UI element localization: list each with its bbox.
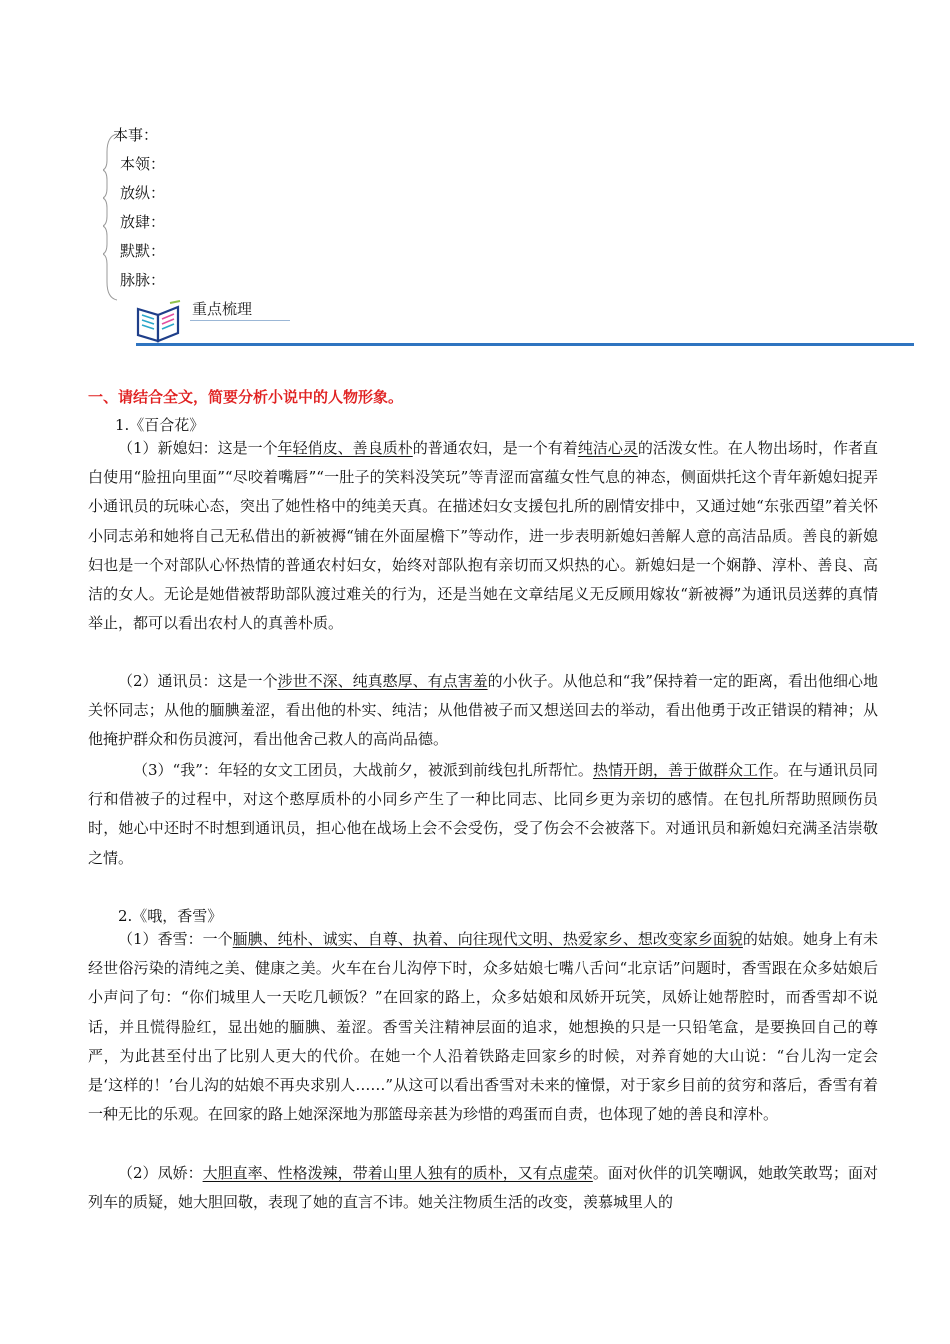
underlined-text: 涉世不深、纯真憨厚、有点害羞 xyxy=(277,672,488,690)
underlined-text: 热情开朗，善于做群众工作 xyxy=(592,761,773,779)
vocab-item: 脉脉： xyxy=(120,271,166,289)
brace-icon xyxy=(103,132,119,302)
text-run: 的活泼女性。在人物出场时，作者直白使用“脸扭向里面”“尽咬着嘴唇”“一肚子的笑料没笑玩”等青涩而富蕴女性气息的神态，侧面烘托这个青年新媳妇捉弄小通讯员的玩味心态，突出了她性格中的纯美天真。在描述妇女支援包扎所的剧情安排中，又通过她“东张西望”着关怀小同志弟和她将自己无私借出的新被褥“铺在外面屋檐下”等动作，进一步表明新媳妇善解人意的高洁品质。善良的新媳妇也是一个对部队心怀热情的普通农村妇女，始终对部队抱有亲切而又炽热的心。新媳妇是一个娴静、淳朴、善良、高洁的女人。无论是她借被帮助部队渡过难关的行为，还是当她在文章结尾义无反顾用嫁妆“新被褥”为通讯员送葬的真情举止，都可以看出农村人的真善朴质。 xyxy=(88,439,878,633)
text-run: 的姑娘。她身上有未经世俗污染的清纯之美、健康之美。火车在台儿沟停下时，众多姑娘七嘴八舌问“北京话”问题时，香雪跟在众多姑娘后小声问了句：“你们城里人一天吃几顿饭？”在回家的路上，众多姑娘和凤娇开玩笑，凤娇让她帮腔时，而香雪却不说话，并且慌得脸红，显出她的腼腆、羞涩。香雪关注精神层面的追求，她想换的只是一只铅笔盒，是要换回自己的尊严，为此甚至付出了比别人更大的代价。在她一个人沿着铁路走回家乡的时候，对养育她的大山说：“台儿沟一定会是‘这样的！’台儿沟的姑娘不再央求别人……”从这可以看出香雪对未来的憧憬，对于家乡目前的贫穷和落后，香雪有着一种无比的乐观。在回家的路上她深深地为那篮母亲甚为珍惜的鸡蛋而自责，也体现了她的善良和淳朴。 xyxy=(88,930,878,1124)
section-divider xyxy=(136,343,914,346)
vocab-item: 放纵： xyxy=(120,184,166,202)
text-run: 。在与通讯员同行和借被子的过程中，对这个憨厚质朴的小同乡产生了一种比同志、比同乡更为亲切的感情。在包扎所帮助照顾伤员时，她心中还时不时想到通讯员，担心他在战场上会不会受伤，受了伤会不会被落下。对通讯员和新媳妇充满圣洁崇敬之情。 xyxy=(88,761,878,867)
text-run: （1）香雪：一个 xyxy=(118,930,233,948)
underlined-text: 大胆直率、性格泼辣，带着山里人独有的质朴，又有点虚荣 xyxy=(202,1164,593,1182)
paragraph xyxy=(88,1159,878,1217)
underlined-text: 纯洁心灵 xyxy=(577,439,638,457)
section-title: 重点梳理 xyxy=(192,300,253,318)
question-title: 一、请结合全文，简要分析小说中的人物形象。 xyxy=(88,388,404,406)
work-heading: 1.《百合花》 xyxy=(115,416,205,434)
underlined-text: 年轻俏皮、善良质朴 xyxy=(277,439,413,457)
vocab-item: 本领： xyxy=(120,155,166,173)
text-run: 的小伙子。从他总和“我”保持着一定的距离，看出他细心地关怀同志；从他的腼腆羞涩，看出他的朴实、纯洁；从他借被子而又想送回去的举动，看出他勇于改正错误的精神；从他掩护群众和伤员渡河，看出他舍己救人的高尚品德。 xyxy=(88,672,878,749)
text-run: 。面对伙伴的讥笑嘲讽，她敢笑敢骂；面对列车的质疑，她大胆回敬，表现了她的直言不讳。她关注物质生活的改变，羡慕城里人的 xyxy=(88,1164,878,1212)
vocab-item: 默默： xyxy=(120,242,166,260)
text-run: （2）通讯员：这是一个 xyxy=(118,672,278,690)
section-title-underline xyxy=(190,320,290,321)
work-heading: 2.《哦，香雪》 xyxy=(118,907,223,925)
text-run: （1）新媳妇：这是一个 xyxy=(118,439,278,457)
underlined-text: 腼腆、纯朴、诚实、自尊、执着、向往现代文明、热爱家乡、想改变家乡面貌 xyxy=(232,930,743,948)
text-run: （2）凤娇： xyxy=(118,1164,203,1182)
book-icon xyxy=(134,299,184,345)
paragraph xyxy=(88,434,878,638)
paragraph xyxy=(88,667,878,755)
vocab-item: 本事： xyxy=(113,126,159,144)
paragraph xyxy=(88,925,878,1129)
text-run: 的普通农妇，是一个有着 xyxy=(412,439,578,457)
vocab-item: 放肆： xyxy=(120,213,166,231)
paragraph xyxy=(88,756,878,873)
text-run: （3）“我”：年轻的女文工团员，大战前夕，被派到前线包扎所帮忙。 xyxy=(133,761,593,779)
